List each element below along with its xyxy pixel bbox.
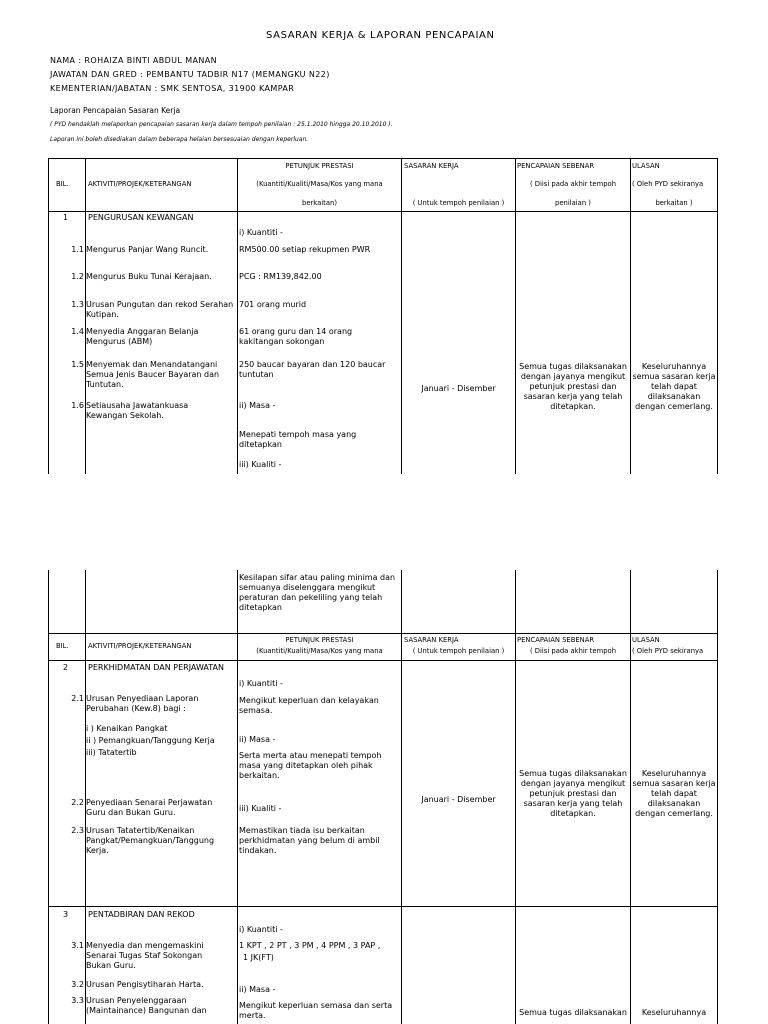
item-num: 1.6 [71, 401, 84, 410]
col-header-petunjuk-sub2: berkaitan) [302, 199, 337, 207]
col-header-petunjuk-sub1: (Kuantiti/Kualiti/Masa/Kos yang mana [256, 647, 383, 655]
petunjuk-line: Serta merta atau menepati tempoh masa yang ditetapkan oleh pihak berkaitan. [239, 751, 382, 780]
col-header-pencapaian: PENCAPAIAN SEBENAR [517, 636, 595, 644]
item-text: Mengurus Panjar Wang Runcit. [86, 245, 209, 254]
item-text: Mengurus Buku Tunai Kerajaan. [86, 272, 212, 281]
item-num: 2.2 [71, 798, 84, 807]
ulasan-value: Keseluruhannya [641, 1008, 707, 1017]
col-header-petunjuk: PETUNJUK PRESTASI [285, 162, 354, 170]
section3-num: 3 [63, 910, 69, 919]
item-text: Urusan Pengisytiharan Harta. [86, 980, 204, 989]
col-header-pencapaian-sub1: ( Diisi pada akhir tempoh [529, 647, 617, 655]
item-text: i ) Kenaikan Pangkat [86, 724, 168, 733]
intro-line2: ( PYD hendaklah melaporkan pencapaian sasaran kerja dalam tempoh penilaian : 25.1.2010 hingga 20.10.2010 ). [50, 121, 393, 128]
ulasan-value: Keseluruhannya semua sasaran kerja telah dapat dilaksanakan dengan cemerlang. [632, 362, 716, 411]
info-nama: NAMA : ROHAIZA BINTI ABDUL MANAN [50, 56, 218, 65]
item-num: 1.3 [71, 300, 84, 309]
section1-title: PENGURUSAN KEWANGAN [88, 213, 194, 222]
item-text: Urusan Penyediaan Laporan Perubahan (Kew.8) bagi : [86, 694, 199, 713]
petunjuk-line: iii) Kualiti - [239, 460, 282, 469]
col-header-pencapaian-sub2: penilaian ) [555, 199, 591, 207]
item-num: 1.2 [71, 272, 84, 281]
petunjuk-line: 701 orang murid [239, 300, 307, 309]
col-header-bil: BIL. [56, 180, 69, 188]
item-text: Menyedia dan mengemaskini Senarai Tugas Staf Sokongan Bukan Guru. [86, 941, 204, 970]
col-header-ulasan-sub1: ( Oleh PYD sekiranya [632, 180, 704, 188]
petunjuk-line: PCG : RM139,842.00 [239, 272, 322, 281]
info-jawatan: JAWATAN DAN GRED : PEMBANTU TADBIR N17 (MEMANGKU N22) [50, 70, 330, 79]
petunjuk-line: Mengikut keperluan dan kelayakan semasa. [239, 696, 379, 715]
petunjuk-line: Mengikut keperluan semasa dan serta merta. [239, 1001, 393, 1020]
item-text: Setiausaha Jawatankuasa Kewangan Sekolah. [86, 401, 189, 420]
continuation-text: Kesilapan sifar atau paling minima dan semuanya diselenggara mengikut peraturan dan pekeliling yang telah ditetapkan [239, 573, 396, 612]
col-header-sasaran-sub: ( Untuk tempoh penilaian ) [412, 647, 505, 655]
col-header-petunjuk-sub1: (Kuantiti/Kualiti/Masa/Kos yang mana [256, 180, 383, 188]
item-num: 2.3 [71, 826, 84, 835]
pencapaian-value: Semua tugas dilaksanakan dengan jayanya mengikut petunjuk prestasi dan sasaran kerja yang telah ditetapkan. [519, 362, 627, 411]
item-text: Menyedia Anggaran Belanja Mengurus (ABM) [86, 327, 199, 346]
col-header-sasaran-sub: ( Untuk tempoh penilaian ) [412, 199, 505, 207]
petunjuk-line: ii) Masa - [239, 401, 276, 410]
petunjuk-line: ii) Masa - [239, 985, 276, 994]
col-header-bil: BIL. [56, 642, 69, 650]
item-text: Penyediaan Senarai Perjawatan Guru dan Bukan Guru. [86, 798, 213, 817]
item-text: Menyemak dan Menandatangani Semua Jenis Baucer Bayaran dan Tuntutan. [86, 360, 220, 389]
petunjuk-line: 1 JK(FT) [243, 953, 274, 962]
item-num: 1.4 [71, 327, 84, 336]
section1-num: 1 [63, 213, 69, 222]
info-kementerian: KEMENTERIAN/JABATAN : SMK SENTOSA, 31900 KAMPAR [50, 84, 295, 93]
col-header-ulasan-sub2: berkaitan ) [655, 199, 693, 207]
item-num: 3.3 [71, 996, 84, 1005]
item-num: 1.5 [71, 360, 84, 369]
petunjuk-line: i) Kuantiti - [239, 228, 283, 237]
col-header-aktiviti: AKTIVITI/PROJEK/KETERANGAN [88, 180, 192, 188]
page-title: SASARAN KERJA & LAPORAN PENCAPAIAN [266, 30, 495, 41]
item-text: Urusan Penyelenggaraan (Maintainance) Bangunan dan [86, 996, 207, 1015]
section2-title: PERKHIDMATAN DAN PERJAWATAN [88, 663, 224, 672]
petunjuk-line: Menepati tempoh masa yang ditetapkan [239, 430, 357, 449]
pencapaian-value: Semua tugas dilaksanakan [519, 1008, 627, 1017]
item-text: ii ) Pemangkuan/Tanggung Kerja [86, 736, 215, 745]
petunjuk-line: 61 orang guru dan 14 orang kakitangan sokongan [239, 327, 353, 346]
intro-line3: Laporan ini boleh disediakan dalam beberapa helaian bersesuaian dengan keperluan. [50, 136, 309, 143]
petunjuk-line: i) Kuantiti - [239, 925, 283, 934]
col-header-pencapaian-sub1: ( Diisi pada akhir tempoh [529, 180, 617, 188]
col-header-ulasan-sub1: ( Oleh PYD sekiranya [632, 647, 704, 655]
col-header-pencapaian: PENCAPAIAN SEBENAR [517, 162, 595, 170]
petunjuk-line: ii) Masa - [239, 735, 276, 744]
section2-num: 2 [63, 663, 69, 672]
col-header-sasaran: SASARAN KERJA [404, 636, 459, 644]
petunjuk-line: i) Kuantiti - [239, 679, 283, 688]
intro-line1: Laporan Pencapaian Sasaran Kerja [50, 106, 181, 115]
petunjuk-line: 250 baucar bayaran dan 120 baucar tuntutan [239, 360, 386, 379]
item-num: 3.2 [71, 980, 84, 989]
col-header-ulasan: ULASAN [632, 636, 660, 644]
petunjuk-line: 1 KPT , 2 PT , 3 PM , 4 PPM , 3 PAP , [239, 941, 381, 950]
sasaran-value: Januari - Disember [421, 384, 496, 393]
sasaran-value: Januari - Disember [421, 795, 496, 804]
item-text: Urusan Pungutan dan rekod Serahan Kutipan. [86, 300, 234, 319]
petunjuk-line: RM500.00 setiap rekupmen PWR [239, 245, 371, 254]
col-header-aktiviti: AKTIVITI/PROJEK/KETERANGAN [88, 642, 192, 650]
item-num: 2.1 [71, 694, 84, 703]
petunjuk-line: iii) Kualiti - [239, 804, 282, 813]
petunjuk-line: Memastikan tiada isu berkaitan perkhidmatan yang belum di ambil tindakan. [239, 826, 380, 855]
col-header-sasaran: SASARAN KERJA [404, 162, 459, 170]
ulasan-value: Keseluruhannya semua sasaran kerja telah dapat dilaksanakan dengan cemerlang. [632, 769, 716, 818]
item-text: Urusan Tatatertib/Kenaikan Pangkat/Pemangkuan/Tanggung Kerja. [86, 826, 215, 855]
pencapaian-value: Semua tugas dilaksanakan dengan jayanya mengikut petunjuk prestasi dan sasaran kerja yang telah ditetapkan. [519, 769, 627, 818]
item-num: 3.1 [71, 941, 84, 950]
item-num: 1.1 [71, 245, 84, 254]
col-header-petunjuk: PETUNJUK PRESTASI [285, 636, 354, 644]
col-header-ulasan: ULASAN [632, 162, 660, 170]
item-text: iii) Tatatertib [86, 748, 137, 757]
section3-title: PENTADBIRAN DAN REKOD [88, 910, 195, 919]
